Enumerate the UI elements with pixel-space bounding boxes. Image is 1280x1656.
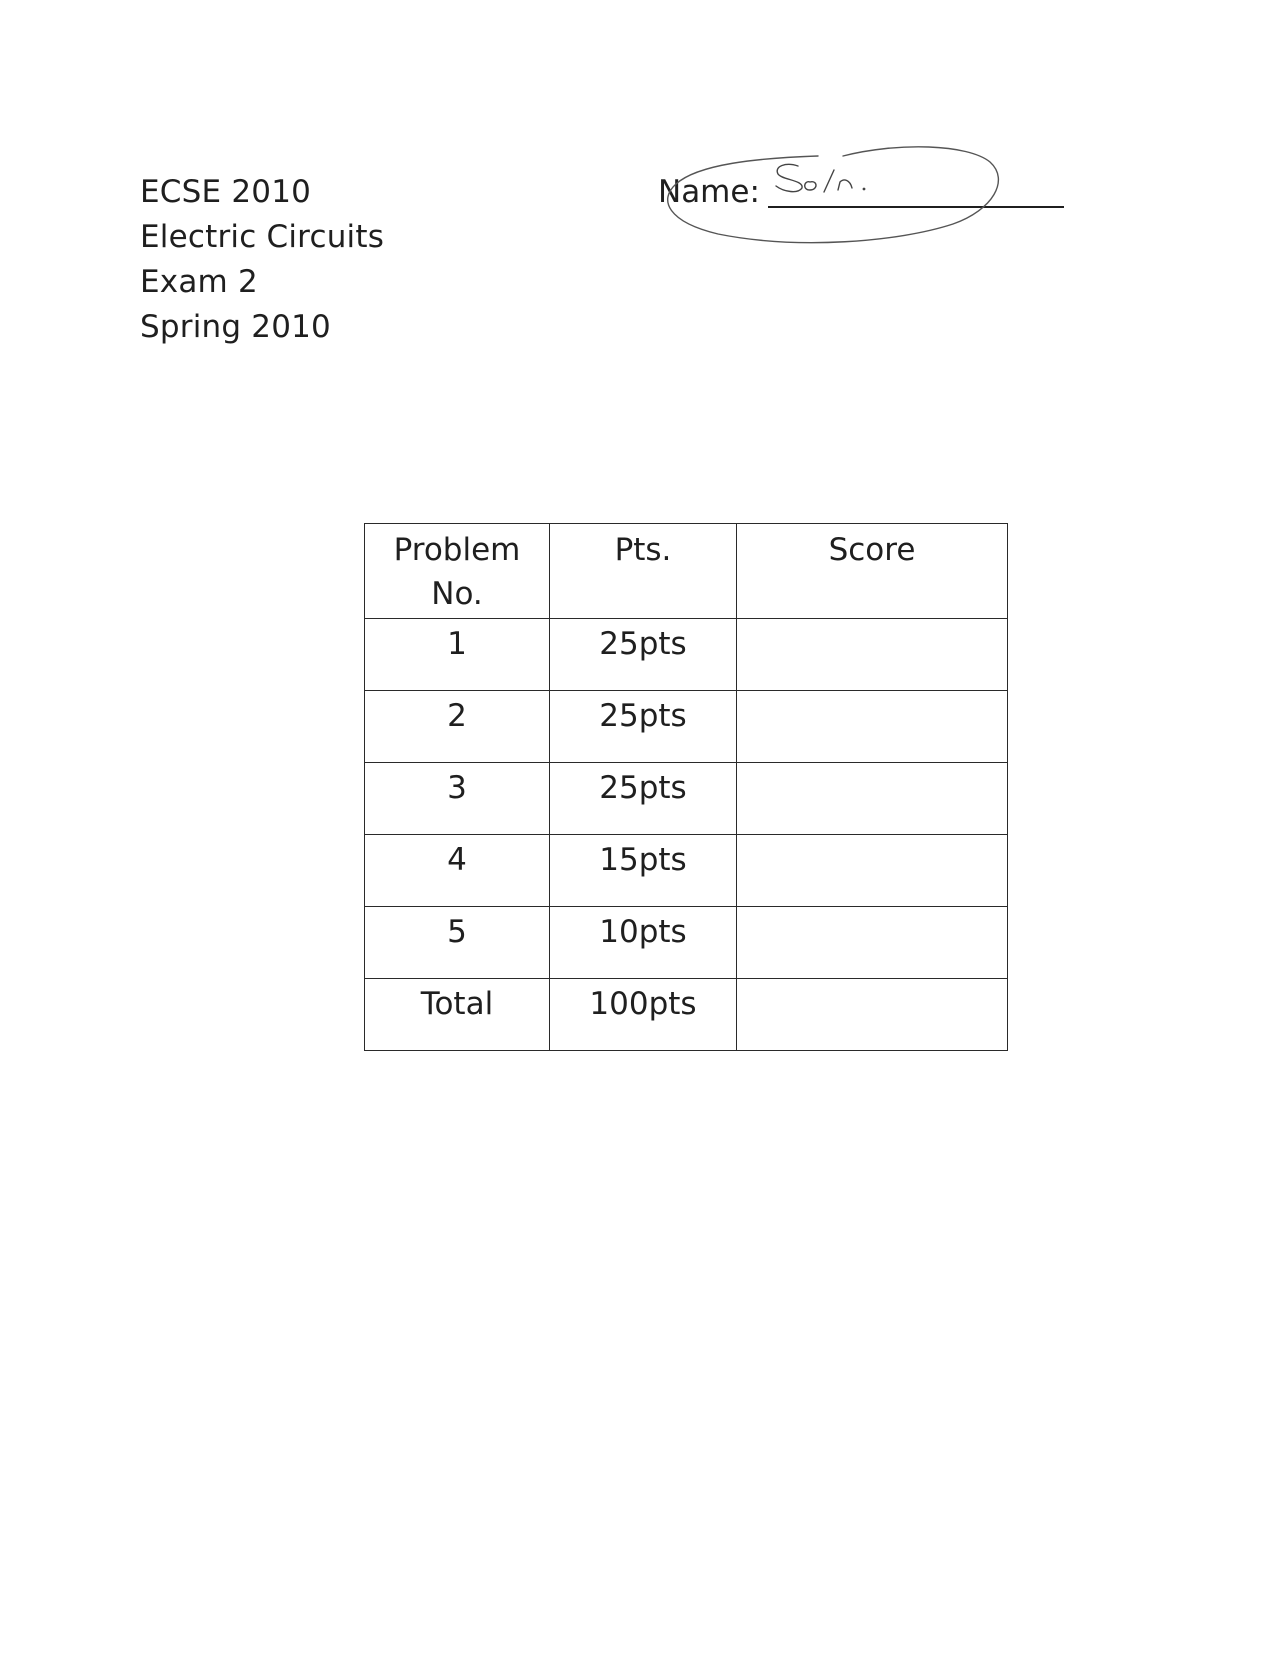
problem-number: 5	[365, 907, 550, 979]
table-row	[365, 691, 1008, 763]
table-row	[365, 835, 1008, 907]
column-header-problem: Problem No.	[365, 524, 550, 619]
table-header-row	[365, 524, 1008, 619]
handwritten-signature	[638, 122, 1018, 262]
problem-number: 1	[365, 619, 550, 691]
name-label: Name:	[658, 174, 760, 210]
problem-number: 3	[365, 763, 550, 835]
total-label: Total	[365, 979, 550, 1051]
course-info	[140, 170, 384, 350]
table-row	[365, 763, 1008, 835]
score-cell[interactable]	[737, 907, 1008, 979]
table-row	[365, 619, 1008, 691]
table-row	[365, 907, 1008, 979]
score-cell[interactable]	[737, 691, 1008, 763]
problem-points: 25pts	[550, 619, 737, 691]
problem-number: 2	[365, 691, 550, 763]
name-field	[658, 170, 1078, 230]
problem-points: 25pts	[550, 763, 737, 835]
score-cell[interactable]	[737, 763, 1008, 835]
course-code: ECSE 2010	[140, 174, 312, 210]
problem-points: 25pts	[550, 691, 737, 763]
table-total-row	[365, 979, 1008, 1051]
total-points: 100pts	[550, 979, 737, 1051]
column-header-points: Pts.	[550, 524, 737, 619]
course-name: Electric Circuits	[140, 219, 385, 255]
exam-term: Spring 2010	[140, 309, 331, 345]
problem-points: 15pts	[550, 835, 737, 907]
total-score-cell[interactable]	[737, 979, 1008, 1051]
exam-title: Exam 2	[140, 264, 258, 300]
problem-points: 10pts	[550, 907, 737, 979]
problem-number: 4	[365, 835, 550, 907]
score-cell[interactable]	[737, 619, 1008, 691]
column-header-score: Score	[737, 524, 1008, 619]
score-cell[interactable]	[737, 835, 1008, 907]
score-table	[364, 523, 1008, 1051]
